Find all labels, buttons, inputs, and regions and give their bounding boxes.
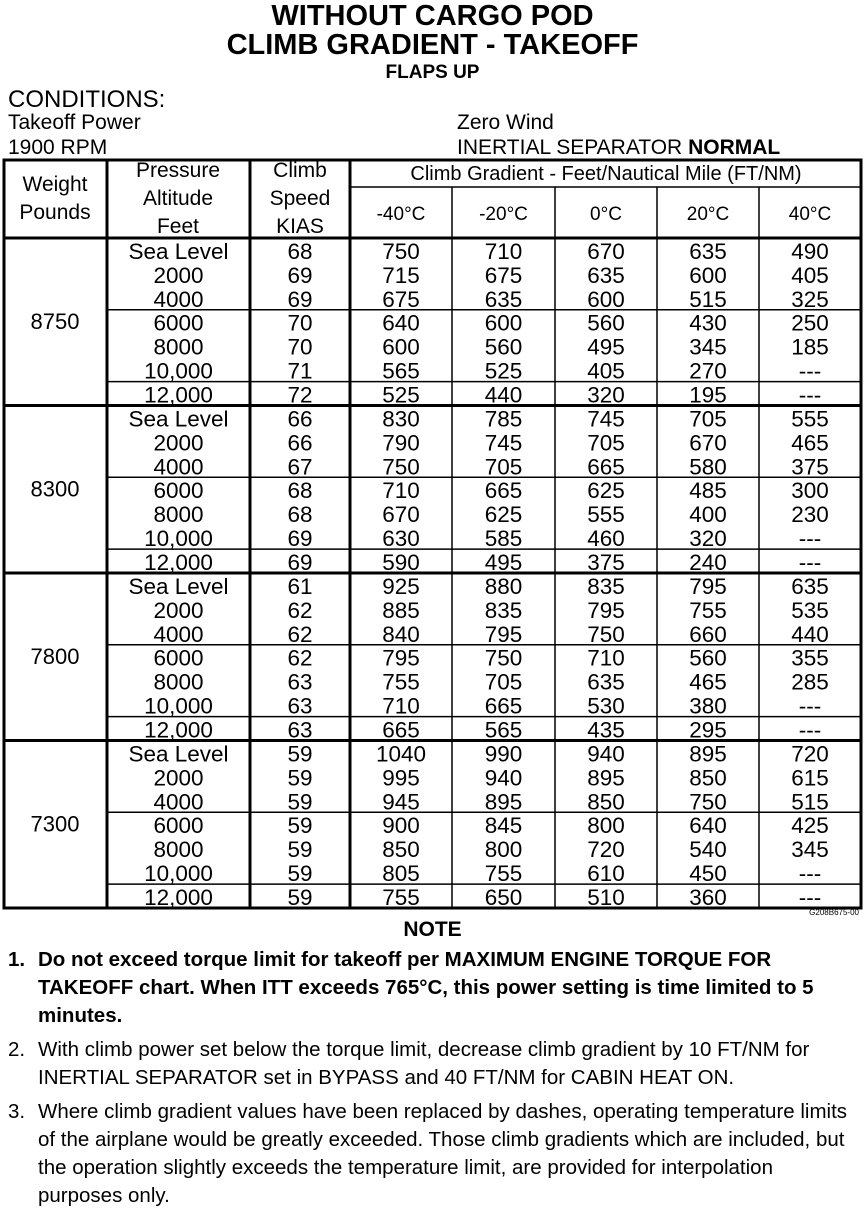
header-altitude: Altitude — [142, 187, 214, 210]
gradient-cell: 710 — [382, 693, 420, 719]
gradient-cell: 990 — [484, 741, 523, 767]
speed-cell: 59 — [287, 813, 313, 839]
speed-cell: 69 — [287, 286, 313, 312]
altitude-cell: 12,000 — [144, 717, 213, 743]
speed-cell: 62 — [287, 621, 313, 647]
speed-cell: 59 — [287, 861, 313, 887]
speed-cell: 59 — [287, 765, 313, 791]
gradient-cell: 665 — [484, 693, 523, 719]
gradient-cell: 795 — [587, 597, 625, 623]
gradient-cell: 530 — [587, 693, 625, 719]
gradient-cell: 720 — [791, 741, 829, 767]
gradient-cell: 635 — [587, 262, 625, 288]
note-item — [8, 1098, 858, 1210]
gradient-cell: 640 — [382, 310, 420, 336]
altitude-cell: 6000 — [153, 310, 204, 336]
gradient-cell: 270 — [689, 358, 727, 384]
gradient-cell: 885 — [382, 597, 420, 623]
altitude-cell: Sea Level — [128, 741, 229, 767]
gradient-cell: 495 — [587, 334, 625, 360]
altitude-cell: 2000 — [153, 430, 204, 456]
gradient-cell: 400 — [689, 502, 727, 528]
altitude-cell: 10,000 — [144, 358, 213, 384]
altitude-cell: 4000 — [153, 454, 204, 480]
gradient-cell: 560 — [587, 310, 625, 336]
gradient-cell: 835 — [484, 597, 523, 623]
gradient-cell: 460 — [587, 526, 625, 552]
header-temp: 20°C — [686, 204, 730, 225]
gradient-cell: 710 — [484, 238, 523, 264]
speed-cell: 63 — [287, 669, 313, 695]
gradient-cell: 300 — [791, 478, 829, 504]
gradient-cell: 995 — [382, 765, 420, 791]
gradient-cell: 840 — [382, 621, 420, 647]
weight-cell: 8750 — [30, 308, 80, 334]
gradient-cell: 345 — [791, 837, 829, 863]
gradient-cell: 925 — [382, 573, 420, 599]
gradient-cell: 320 — [689, 526, 727, 552]
gradient-cell: 705 — [689, 406, 727, 432]
gradient-cell: 250 — [791, 310, 829, 336]
note-number: 2. — [8, 1038, 26, 1061]
gradient-cell: 585 — [484, 526, 523, 552]
header-temp: 40°C — [788, 204, 832, 225]
gradient-cell: 650 — [484, 885, 523, 910]
header-temp: 0°C — [590, 204, 622, 225]
gradient-cell: 750 — [689, 789, 727, 815]
speed-cell: 68 — [287, 478, 313, 504]
gradient-cell: 755 — [689, 597, 727, 623]
header-temp: -20°C — [479, 204, 528, 225]
gradient-cell: 560 — [689, 645, 727, 671]
header-speed: KIAS — [276, 215, 324, 238]
figure-id: G208B675-00 — [809, 908, 859, 917]
weight-cell: 8300 — [30, 476, 80, 502]
gradient-cell: 745 — [484, 430, 523, 456]
gradient-cell: 565 — [382, 358, 420, 384]
gradient-cell: --- — [798, 693, 822, 719]
title-line-2: CLIMB GRADIENT - TAKEOFF — [226, 29, 639, 61]
gradient-cell: 360 — [689, 885, 727, 910]
gradient-cell: 1040 — [375, 741, 427, 767]
speed-cell: 62 — [287, 597, 313, 623]
gradient-cell: 940 — [587, 741, 625, 767]
gradient-cell: 555 — [791, 406, 829, 432]
gradient-cell: 635 — [484, 286, 523, 312]
altitude-cell: 8000 — [153, 502, 204, 528]
gradient-cell: 805 — [382, 861, 420, 887]
speed-cell: 69 — [287, 526, 313, 552]
altitude-cell: 12,000 — [144, 550, 213, 575]
gradient-cell: 440 — [791, 621, 829, 647]
gradient-cell: 610 — [587, 861, 625, 887]
gradient-cell: 830 — [382, 406, 420, 432]
gradient-cell: 555 — [587, 502, 625, 528]
gradient-cell: 325 — [791, 286, 829, 312]
gradient-cell: 670 — [587, 238, 625, 264]
gradient-cell: 440 — [484, 382, 523, 408]
altitude-cell: 6000 — [153, 813, 204, 839]
gradient-cell: --- — [798, 550, 822, 575]
gradient-cell: 320 — [587, 382, 625, 408]
weight-cell: 7800 — [30, 643, 80, 669]
gradient-cell: 490 — [791, 238, 829, 264]
altitude-cell: 2000 — [153, 262, 204, 288]
gradient-cell: --- — [798, 861, 822, 887]
gradient-cell: 675 — [484, 262, 523, 288]
gradient-cell: 355 — [791, 645, 829, 671]
speed-cell: 67 — [287, 454, 313, 480]
gradient-cell: 635 — [689, 238, 727, 264]
gradient-cell: 405 — [791, 262, 829, 288]
gradient-cell: 880 — [484, 573, 523, 599]
header-speed: Speed — [269, 187, 331, 210]
speed-cell: 59 — [287, 885, 313, 910]
table-border — [4, 160, 861, 908]
gradient-cell: 665 — [587, 454, 625, 480]
note-number: 3. — [8, 1100, 26, 1123]
conditions-heading: CONDITIONS: — [8, 86, 166, 113]
gradient-cell: 715 — [382, 262, 420, 288]
gradient-cell: 510 — [587, 885, 625, 910]
gradient-cell: 705 — [484, 669, 523, 695]
gradient-cell: 615 — [791, 765, 829, 791]
gradient-cell: --- — [798, 382, 822, 408]
gradient-cell: 405 — [587, 358, 625, 384]
gradient-cell: 850 — [587, 789, 625, 815]
altitude-cell: 10,000 — [144, 526, 213, 552]
altitude-cell: 8000 — [153, 837, 204, 863]
weight-cell: 7300 — [30, 811, 80, 837]
gradient-cell: 750 — [382, 238, 420, 264]
speed-cell: 63 — [287, 693, 313, 719]
speed-cell: 61 — [287, 573, 313, 599]
gradient-cell: 450 — [689, 861, 727, 887]
gradient-cell: 940 — [484, 765, 523, 791]
gradient-cell: 665 — [382, 717, 420, 743]
gradient-cell: 295 — [689, 717, 727, 743]
note-text: Do not exceed torque limit for takeoff per MAXIMUM ENGINE TORQUE FOR TAKEOFF chart. When ITT exceeds 765°C, this power setting is time limited to 5 minutes. — [38, 948, 814, 1027]
gradient-cell: 795 — [484, 621, 523, 647]
gradient-cell: 515 — [689, 286, 727, 312]
gradient-cell: 435 — [587, 717, 625, 743]
altitude-cell: 8000 — [153, 334, 204, 360]
altitude-cell: Sea Level — [128, 238, 229, 264]
gradient-cell: 750 — [484, 645, 523, 671]
gradient-cell: 375 — [791, 454, 829, 480]
inertial-separator-label: INERTIAL SEPARATOR — [457, 136, 689, 159]
altitude-cell: 12,000 — [144, 382, 213, 408]
speed-cell: 62 — [287, 645, 313, 671]
gradient-cell: 795 — [382, 645, 420, 671]
gradient-cell: 945 — [382, 789, 420, 815]
gradient-cell: 535 — [791, 597, 829, 623]
gradient-cell: 790 — [382, 430, 420, 456]
gradient-cell: 755 — [382, 669, 420, 695]
altitude-cell: 12,000 — [144, 885, 213, 910]
gradient-cell: 670 — [689, 430, 727, 456]
speed-cell: 70 — [287, 334, 313, 360]
gradient-cell: 660 — [689, 621, 727, 647]
gradient-cell: 630 — [382, 526, 420, 552]
header-altitude: Pressure — [135, 159, 221, 182]
speed-cell: 66 — [287, 406, 313, 432]
altitude-cell: Sea Level — [128, 573, 229, 599]
gradient-cell: 465 — [791, 430, 829, 456]
speed-cell: 59 — [287, 837, 313, 863]
gradient-cell: --- — [798, 885, 822, 910]
gradient-cell: 345 — [689, 334, 727, 360]
subtitle: FLAPS UP — [385, 62, 480, 83]
gradient-cell: 230 — [791, 502, 829, 528]
gradient-cell: 745 — [587, 406, 625, 432]
speed-cell: 71 — [287, 358, 313, 384]
gradient-cell: 750 — [587, 621, 625, 647]
altitude-cell: 4000 — [153, 621, 204, 647]
speed-cell: 72 — [287, 382, 313, 408]
gradient-cell: 750 — [382, 454, 420, 480]
gradient-cell: 540 — [689, 837, 727, 863]
gradient-cell: 640 — [689, 813, 727, 839]
speed-cell: 69 — [287, 262, 313, 288]
note-text: With climb power set below the torque limit, decrease climb gradient by 10 FT/NM for INERTIAL SEPARATOR set in BYPASS and 40 FT/NM for CABIN HEAT ON. — [38, 1038, 810, 1089]
gradient-cell: 720 — [587, 837, 625, 863]
gradient-cell: 835 — [587, 573, 625, 599]
note-text: Where climb gradient values have been replaced by dashes, operating temperature limits of the airplane would be greatly exceeded. Those climb gradients which are included, but the operation slightly exceeds the temperature limit, are provided for interpolation purposes only. — [38, 1100, 848, 1207]
gradient-cell: 285 — [791, 669, 829, 695]
gradient-cell: 705 — [587, 430, 625, 456]
altitude-cell: 8000 — [153, 669, 204, 695]
speed-cell: 69 — [287, 550, 313, 575]
note-number: 1. — [8, 948, 26, 971]
title-line-1: WITHOUT CARGO POD — [271, 0, 594, 32]
gradient-cell: 465 — [689, 669, 727, 695]
altitude-cell: 6000 — [153, 645, 204, 671]
inertial-separator-mode: NORMAL — [688, 136, 781, 159]
header-altitude: Feet — [156, 215, 200, 238]
gradient-cell: 590 — [382, 550, 420, 575]
gradient-cell: 430 — [689, 310, 727, 336]
gradient-cell: --- — [798, 526, 822, 552]
gradient-cell: 755 — [484, 861, 523, 887]
gradient-cell: 670 — [382, 502, 420, 528]
gradient-cell: 625 — [587, 478, 625, 504]
header-weight: Weight — [22, 173, 88, 196]
gradient-cell: 635 — [587, 669, 625, 695]
note-heading: NOTE — [403, 918, 462, 941]
gradient-cell: 795 — [689, 573, 727, 599]
gradient-cell: 580 — [689, 454, 727, 480]
gradient-cell: --- — [798, 717, 822, 743]
speed-cell: 59 — [287, 789, 313, 815]
speed-cell: 63 — [287, 717, 313, 743]
gradient-cell: 195 — [689, 382, 727, 408]
gradient-cell: 485 — [689, 478, 727, 504]
gradient-cell: 900 — [382, 813, 420, 839]
speed-cell: 68 — [287, 238, 313, 264]
gradient-cell: 850 — [689, 765, 727, 791]
speed-cell: 59 — [287, 741, 313, 767]
note-item — [8, 1036, 858, 1092]
gradient-cell: 560 — [484, 334, 523, 360]
gradient-cell: 665 — [484, 478, 523, 504]
altitude-cell: 4000 — [153, 286, 204, 312]
notes-list — [8, 946, 858, 1216]
condition-rpm: 1900 RPM — [8, 136, 108, 159]
gradient-cell: 755 — [382, 885, 420, 910]
gradient-cell: 565 — [484, 717, 523, 743]
altitude-cell: 6000 — [153, 478, 204, 504]
gradient-cell: 515 — [791, 789, 829, 815]
gradient-cell: 600 — [689, 262, 727, 288]
speed-cell: 70 — [287, 310, 313, 336]
header-temp: -40°C — [376, 204, 426, 225]
gradient-cell: 380 — [689, 693, 727, 719]
gradient-cell: 625 — [484, 502, 523, 528]
altitude-cell: 2000 — [153, 765, 204, 791]
gradient-cell: 895 — [484, 789, 523, 815]
gradient-cell: --- — [798, 358, 822, 384]
condition-wind: Zero Wind — [457, 111, 554, 134]
gradient-cell: 425 — [791, 813, 829, 839]
header-gradient-group: Climb Gradient - Feet/Nautical Mile (FT/NM) — [410, 163, 802, 185]
gradient-cell: 600 — [382, 334, 420, 360]
gradient-cell: 375 — [587, 550, 625, 575]
gradient-cell: 895 — [689, 741, 727, 767]
gradient-cell: 845 — [484, 813, 523, 839]
altitude-cell: 10,000 — [144, 693, 213, 719]
gradient-cell: 600 — [484, 310, 523, 336]
gradient-cell: 495 — [484, 550, 523, 575]
gradient-cell: 525 — [484, 358, 523, 384]
gradient-cell: 600 — [587, 286, 625, 312]
gradient-cell: 185 — [791, 334, 829, 360]
speed-cell: 66 — [287, 430, 313, 456]
gradient-cell: 710 — [382, 478, 420, 504]
altitude-cell: Sea Level — [128, 406, 229, 432]
speed-cell: 68 — [287, 502, 313, 528]
altitude-cell: 4000 — [153, 789, 204, 815]
gradient-cell: 675 — [382, 286, 420, 312]
gradient-cell: 895 — [587, 765, 625, 791]
altitude-cell: 10,000 — [144, 861, 213, 887]
altitude-cell: 2000 — [153, 597, 204, 623]
gradient-cell: 710 — [587, 645, 625, 671]
gradient-cell: 800 — [484, 837, 523, 863]
gradient-cell: 240 — [689, 550, 727, 575]
gradient-cell: 525 — [382, 382, 420, 408]
gradient-cell: 850 — [382, 837, 420, 863]
gradient-cell: 635 — [791, 573, 829, 599]
header-speed: Climb — [273, 159, 327, 182]
header-weight: Pounds — [19, 201, 91, 224]
condition-takeoff-power: Takeoff Power — [8, 111, 141, 134]
note-item — [8, 946, 858, 1030]
gradient-cell: 705 — [484, 454, 523, 480]
gradient-cell: 800 — [587, 813, 625, 839]
gradient-cell: 785 — [484, 406, 523, 432]
